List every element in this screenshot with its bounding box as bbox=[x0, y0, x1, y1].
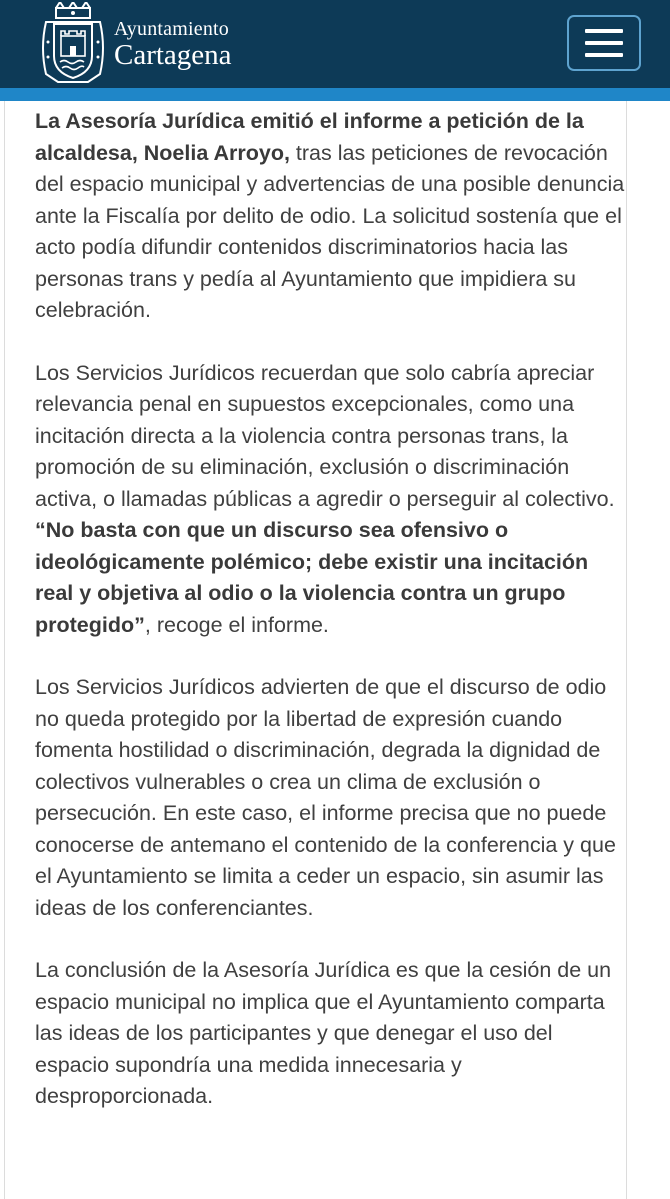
article-paragraph-1 bbox=[35, 106, 625, 327]
logo-line-ayuntamiento: Ayuntamiento bbox=[114, 17, 229, 40]
article-paragraph-4: La conclusión de la Asesoría Jurídica es que la cesión de un espacio municipal no implica que el Ayuntamiento comparta las ideas de los participantes y que denegar el uso del espacio supondría una medida innecesaria y desproporcionada. bbox=[35, 958, 612, 1108]
article-paragraph-3: Los Servicios Jurídicos advierten de que el discurso de odio no queda protegido por la libertad de expresión cuando fomenta hostilidad o discriminación, degrada la dignidad de colectivos vulnerables o crea un clima de exclusión o persecución. En este caso, el informe precisa que no puede conocerse de antemano el contenido de la conferencia y que el Ayuntamiento se limita a ceder un espacio, sin asumir las ideas de los conferenciantes. bbox=[35, 675, 616, 920]
logo-text bbox=[114, 19, 232, 70]
site-logo[interactable] bbox=[36, 2, 232, 86]
hamburger-menu-icon-bar bbox=[585, 41, 623, 45]
hamburger-menu-icon bbox=[585, 29, 623, 33]
content-border-left bbox=[4, 101, 5, 1199]
hamburger-menu-button[interactable] bbox=[567, 15, 641, 71]
hamburger-menu-icon-bar bbox=[585, 53, 623, 57]
article-body bbox=[35, 106, 625, 1144]
paragraph-text: , recoge el informe. bbox=[144, 612, 329, 637]
city-crest-icon bbox=[36, 2, 110, 86]
content-border-right bbox=[626, 101, 627, 1199]
article-paragraph-2 bbox=[35, 358, 625, 642]
logo-line-cartagena: Cartagena bbox=[114, 38, 232, 71]
site-header bbox=[0, 0, 670, 88]
paragraph-text: tras las peticiones de revocación del espacio municipal y advertencias de una posible denuncia ante la Fiscalía por delito de odio. La solicitud sostenía que el acto podía difundir contenidos discriminatorios hacia las personas trans y pedía al Ayuntamiento que impidiera su celebración. bbox=[35, 140, 625, 322]
bold-lead-text: La Asesoría Jurídica emitió el informe a petición de la alcaldesa, Noelia Arroyo, bbox=[35, 109, 584, 165]
paragraph-text: Los Servicios Jurídicos recuerdan que solo cabría apreciar relevancia penal en supuestos excepcionales, como una incitación directa a la violencia contra personas trans, la promoción de su eliminación, exclusión o discriminación activa, o llamadas públicas a agredir o perseguir al colectivo. bbox=[35, 360, 615, 511]
bold-quote: “No basta con que un discurso sea ofensivo o ideológicamente polémico; debe existir una incitación real y objetiva al odio o la violencia contra un grupo protegido” bbox=[35, 518, 589, 637]
header-accent-stripe bbox=[0, 88, 670, 101]
